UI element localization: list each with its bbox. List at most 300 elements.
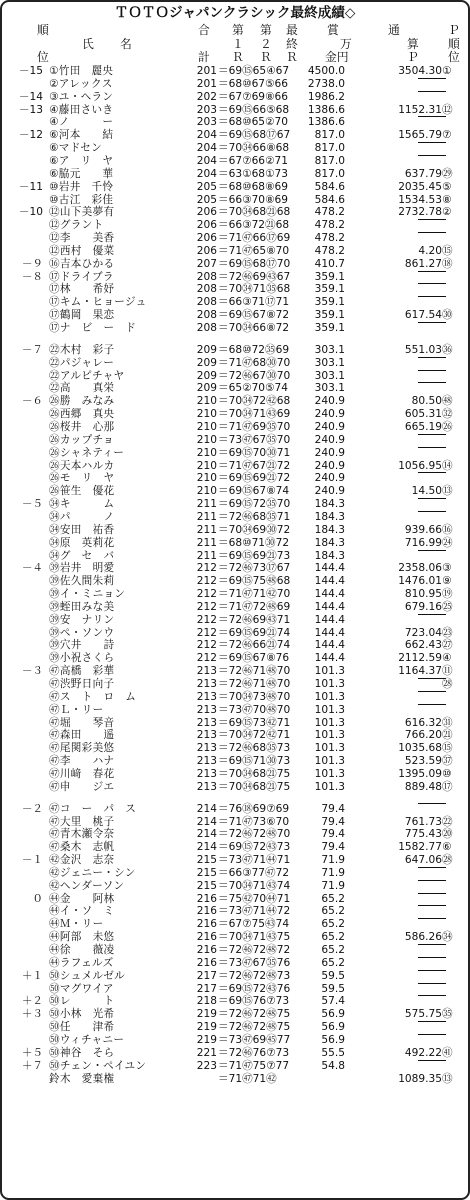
total-score: 212: [196, 626, 217, 639]
season-points: 723.04: [404, 626, 442, 639]
player-name: 鈴木 愛棄権: [49, 1072, 115, 1085]
round-scores: ＝68⑩71㉚72: [218, 536, 290, 549]
season-points: 4.20: [418, 244, 442, 257]
rank-cell: －10: [18, 206, 43, 219]
no-points-dash: [418, 434, 446, 435]
round-scores: ＝68⑩67⑤66: [218, 77, 289, 90]
table-row: [2, 65, 468, 77]
prize-money: 65.2: [321, 956, 345, 969]
no-points-dash: [418, 142, 446, 143]
player-name: ⑫西村 優菜: [49, 244, 115, 257]
player-name: ㉖シャネティー: [49, 446, 125, 459]
no-points-dash: [418, 370, 446, 371]
player-name: ㊼コ ー パ ス: [49, 802, 137, 815]
total-score: 207: [196, 257, 217, 270]
player-name: ㊼川﨑 春花: [49, 767, 115, 780]
header-label: 順: [448, 37, 460, 51]
table-row: [2, 562, 468, 574]
header-label: 位: [448, 50, 460, 64]
table-row: [2, 768, 468, 780]
prize-money: 184.3: [314, 549, 345, 562]
no-points-dash: [418, 905, 446, 906]
table-row: [2, 841, 468, 853]
round-scores: ＝70㉞71㊸69: [218, 408, 291, 421]
header-label: Ｒ: [260, 50, 272, 64]
table-row: [2, 1060, 468, 1072]
points-rank: ㉓: [442, 626, 453, 639]
prize-money: 57.4: [321, 995, 345, 1008]
total-score: 213: [196, 729, 217, 742]
table-row: [2, 296, 468, 308]
prize-money: 240.9: [314, 472, 345, 485]
prize-money: 240.9: [314, 485, 345, 498]
prize-money: 817.0: [314, 154, 345, 167]
table-row: [2, 781, 468, 793]
points-rank: ⑧: [442, 193, 452, 206]
prize-money: 2738.0: [307, 77, 345, 90]
no-points-dash: [418, 296, 446, 297]
round-scores: ＝71㊼75⑦77: [218, 1059, 290, 1072]
player-name: ㉒アルピチャヤ: [49, 369, 125, 382]
round-scores: ＝73㊼71㊹72: [218, 905, 291, 918]
points-rank: ⑬: [442, 485, 453, 498]
season-points: 575.75: [404, 1008, 442, 1021]
table-row: [2, 995, 468, 1007]
no-points-dash: [418, 322, 446, 323]
round-scores: ＝72㊻71㊽70: [218, 678, 291, 690]
round-scores: ＝72㊻68㉟71: [218, 510, 291, 523]
rank-cell: －６: [21, 395, 43, 408]
prize-money: 184.3: [314, 510, 345, 523]
season-points: 939.66: [404, 523, 442, 536]
prize-money: 478.2: [314, 206, 345, 219]
points-rank: ㉘: [442, 854, 453, 866]
prize-money: 55.5: [321, 1046, 345, 1059]
table-row: [2, 665, 468, 677]
table-row: [2, 1073, 468, 1085]
table-row: [2, 970, 468, 982]
points-rank: ①: [442, 65, 452, 77]
total-score: 216: [196, 944, 217, 956]
player-name: ⑩古江 彩佳: [49, 193, 114, 206]
table-row: [2, 498, 468, 510]
round-scores: ＝68⑩72㉟69: [218, 343, 290, 356]
header-label: 合: [198, 23, 210, 37]
no-points-dash: [418, 283, 446, 284]
round-scores: ＝71㊼69㉟70: [218, 421, 291, 433]
table-row: [2, 472, 468, 484]
player-name: ㉖笹生 優花: [49, 485, 115, 498]
round-scores: ＝72㊻67㉚70: [218, 369, 291, 382]
header-label: 終: [286, 37, 298, 51]
total-score: 212: [196, 588, 217, 600]
no-points-dash: [418, 91, 446, 92]
table-row: [2, 370, 468, 382]
header-label: 万: [340, 37, 352, 51]
header-label: 氏: [82, 37, 94, 51]
total-score: 202: [196, 90, 217, 103]
round-scores: ＝69⑮76⑦73: [218, 995, 290, 1008]
round-scores: ＝72㊻66㉑74: [218, 639, 291, 652]
prize-money: 240.9: [314, 446, 345, 459]
table-row: [2, 271, 468, 283]
no-points-dash: [418, 893, 446, 894]
table-row: [2, 322, 468, 334]
points-rank: ⑰: [442, 780, 453, 793]
points-rank: ⑱: [442, 257, 453, 270]
season-points: 766.20: [404, 729, 442, 742]
round-scores: ＝72㊻71㊽70: [218, 665, 291, 678]
round-scores: ＝70㉞66⑧68: [218, 142, 290, 155]
header-label: 第: [260, 23, 272, 37]
no-points-dash: [418, 155, 446, 156]
points-rank: ④: [442, 652, 452, 665]
total-score: 223: [196, 1059, 217, 1072]
season-points: 616.32: [404, 716, 442, 729]
player-name: ㊷ジェニー・シン: [49, 866, 136, 879]
header-label: 賞: [327, 23, 339, 37]
header-label: 順: [37, 23, 49, 37]
player-name: ㊿ウィチャニー: [49, 1033, 125, 1046]
player-name: ㉖勝 みなみ: [49, 395, 115, 408]
season-points: 605.31: [404, 408, 442, 421]
table-row: [2, 893, 468, 905]
prize-money: 240.9: [314, 433, 345, 446]
no-points-dash: [418, 271, 446, 272]
player-name: ㊼渋野日向子: [49, 678, 115, 690]
round-scores: ＝72㊻68㉟73: [218, 742, 291, 755]
no-points-dash: [418, 550, 446, 551]
prize-money: 144.4: [314, 613, 345, 626]
player-name: ㉞パ ノ: [49, 510, 115, 523]
prize-money: 79.4: [321, 828, 345, 841]
rank-cell: ＋５: [21, 1046, 43, 1059]
player-name: ㊹イ・ソ ミ: [49, 905, 115, 918]
round-scores: ＝63①68①73: [218, 167, 289, 180]
total-score: 204: [196, 142, 217, 155]
player-name: ⑰林 希妤: [49, 283, 115, 296]
season-points: 551.03: [404, 343, 442, 356]
table-row: [2, 678, 468, 690]
prize-money: 4500.0: [307, 65, 345, 77]
header-label: ２: [260, 37, 272, 51]
no-points-dash: [418, 803, 446, 804]
points-rank: ㊶: [442, 1046, 453, 1059]
total-score: 213: [196, 742, 217, 755]
player-name: ⑥マドセン: [49, 142, 103, 155]
round-scores: ＝66③70⑧69: [218, 193, 289, 206]
prize-money: 144.4: [314, 562, 345, 575]
table-row: [2, 704, 468, 716]
player-name: ㉞安田 祐香: [49, 523, 115, 536]
total-score: 209: [196, 382, 217, 395]
round-scores: ＝71㊼73⑥70: [218, 815, 290, 828]
table-row: [2, 575, 468, 587]
total-score: 213: [196, 755, 217, 768]
points-rank: ⑮: [442, 244, 453, 257]
season-points: 761.73: [404, 815, 442, 828]
table-row: [2, 639, 468, 651]
no-points-dash: [418, 472, 446, 473]
prize-money: 101.3: [314, 780, 345, 793]
rank-cell: －12: [18, 129, 43, 142]
player-name: ㊴佐久間朱莉: [49, 575, 115, 588]
prize-money: 71.9: [321, 854, 345, 866]
table-row: [2, 434, 468, 446]
total-score: 210: [196, 472, 217, 485]
points-rank: ㉚: [442, 309, 453, 322]
table-row: [2, 729, 468, 741]
total-score: 210: [196, 433, 217, 446]
table-row: [2, 344, 468, 356]
total-score: 215: [196, 866, 217, 879]
round-scores: ＝70㉞68㉑68: [218, 206, 291, 219]
points-rank: ㉘: [442, 678, 453, 690]
table-row: [2, 245, 468, 257]
player-name: ㊴イ・ミニョン: [49, 588, 126, 600]
season-points: 1395.09: [398, 767, 442, 780]
total-score: 209: [196, 356, 217, 369]
rank-cell: －15: [18, 65, 43, 77]
player-name: ㊼大里 桃子: [49, 815, 115, 828]
prize-money: 478.2: [314, 219, 345, 232]
prize-money: 79.4: [321, 841, 345, 854]
total-score: 204: [196, 129, 217, 142]
table-row: [2, 168, 468, 180]
no-points-dash: [418, 498, 446, 499]
prize-money: 101.3: [314, 716, 345, 729]
player-name: ㊿チェン・ペイユン: [49, 1059, 147, 1072]
total-score: 218: [196, 995, 217, 1008]
table-row: [2, 395, 468, 407]
total-score: 210: [196, 459, 217, 472]
player-name: ㊿シュメルゼル: [49, 969, 126, 982]
round-scores: ＝69⑮73㊷71: [218, 716, 291, 729]
rank-cell: －７: [21, 343, 43, 356]
points-rank: ㉜: [442, 408, 453, 421]
total-score: 213: [196, 703, 217, 716]
rank-cell: －１: [21, 854, 43, 866]
points-rank: ⑮: [442, 742, 453, 755]
no-points-dash: [418, 116, 446, 117]
total-score: 217: [196, 969, 217, 982]
player-name: ㊼桑木 志帆: [49, 841, 115, 854]
player-name: ㉖モ リ ヤ: [49, 472, 115, 485]
player-name: ㊿任 津希: [49, 1021, 115, 1034]
points-rank: ⑦: [442, 129, 452, 142]
round-scores: ＝72㊻72㊽70: [218, 828, 291, 841]
prize-money: 101.3: [314, 665, 345, 678]
total-score: 216: [196, 956, 217, 969]
total-score: 213: [196, 678, 217, 690]
table-row: [2, 524, 468, 536]
round-scores: ＝70㉞72㊷71: [218, 729, 291, 742]
points-rank: ㊱: [442, 343, 453, 356]
prize-money: 71.9: [321, 879, 345, 892]
total-score: 214: [196, 802, 217, 815]
prize-money: 303.1: [314, 382, 345, 395]
player-name: ⑩岩井 千怜: [49, 180, 114, 193]
total-score: 213: [196, 665, 217, 678]
total-score: 201: [196, 77, 217, 90]
points-rank: ㉞: [442, 931, 453, 944]
rank-cell: －９: [21, 257, 43, 270]
round-scores: ＝76⑱69⑦69: [218, 802, 290, 815]
prize-money: 359.1: [314, 322, 345, 334]
header-label: Ｒ: [232, 50, 244, 64]
points-rank: ⑯: [442, 523, 453, 536]
prize-money: 584.6: [314, 180, 345, 193]
points-rank: ㊲: [442, 755, 453, 768]
total-score: 209: [196, 369, 217, 382]
table-row: [2, 309, 468, 321]
table-row: [2, 918, 468, 930]
prize-money: 79.4: [321, 815, 345, 828]
round-scores: ＝71㊼66⑰69: [218, 232, 291, 244]
total-score: 209: [196, 343, 217, 356]
player-name: ⑰ナ ビ ー ド: [49, 322, 137, 334]
no-points-dash: [418, 614, 446, 615]
prize-money: 54.8: [321, 1059, 345, 1072]
table-row: [2, 588, 468, 600]
prize-money: 303.1: [314, 356, 345, 369]
season-points: 679.16: [404, 600, 442, 613]
player-name: ㊿小林 光希: [49, 1008, 115, 1021]
total-score: 212: [196, 600, 217, 613]
table-row: [2, 816, 468, 828]
round-scores: ＝75㊷70㊹71: [218, 892, 291, 905]
season-points: 716.99: [404, 536, 442, 549]
season-points: 1056.95: [398, 459, 442, 472]
round-scores: ＝71㊼71㊷70: [218, 588, 291, 600]
round-scores: ＝70㉞73㊽70: [218, 690, 291, 703]
total-score: 204: [196, 154, 217, 167]
player-name: ⑫山下美夢有: [49, 206, 115, 219]
round-scores: ＝69⑮69㉑73: [218, 549, 291, 562]
rank-cell: ＋２: [21, 995, 43, 1008]
rank-cell: －５: [21, 498, 43, 511]
season-points: 647.06: [404, 854, 442, 866]
total-score: 206: [196, 219, 217, 232]
table-row: [2, 717, 468, 729]
prize-money: 144.4: [314, 575, 345, 588]
season-points: 665.19: [404, 421, 442, 433]
table-row: [2, 485, 468, 497]
season-points: 810.95: [404, 588, 442, 600]
player-name: ④藤田さいき: [49, 103, 114, 116]
points-rank: ③: [442, 562, 452, 575]
no-points-dash: [418, 232, 446, 233]
total-score: 210: [196, 485, 217, 498]
table-row: [2, 382, 468, 394]
total-score: 211: [196, 549, 217, 562]
table-row: [2, 91, 468, 103]
no-points-dash: [418, 880, 446, 881]
no-points-dash: [418, 944, 446, 945]
prize-money: 101.3: [314, 742, 345, 755]
no-points-dash: [418, 1060, 446, 1061]
total-score: 216: [196, 918, 217, 931]
header-label: 名: [120, 37, 132, 51]
total-score: 219: [196, 1021, 217, 1034]
table-row: [2, 181, 468, 193]
player-name: ㊼李 ハナ: [49, 755, 115, 768]
round-scores: ＝73㊼67㉟76: [218, 956, 291, 969]
table-row: [2, 755, 468, 767]
points-rank: ㉙: [442, 167, 453, 180]
player-name: ⑫李 美香: [49, 232, 115, 244]
total-score: 214: [196, 815, 217, 828]
points-rank: ⑩: [442, 767, 452, 780]
round-scores: ＝69⑮67⑧72: [218, 309, 290, 322]
prize-money: 101.3: [314, 729, 345, 742]
total-score: 211: [196, 510, 217, 523]
season-points: 1476.01: [398, 575, 442, 588]
round-scores: ＝69⑮71㉚73: [218, 755, 291, 768]
table-row: [2, 194, 468, 206]
prize-money: 240.9: [314, 395, 345, 408]
total-score: 211: [196, 536, 217, 549]
total-score: 212: [196, 613, 217, 626]
round-scores: ＝72㊻69㊸67: [218, 270, 291, 283]
round-scores: ＝70㉞71㊸75: [218, 931, 291, 944]
points-rank: ⑨: [442, 575, 452, 588]
table-row: [2, 357, 468, 369]
player-name: ⑫グラント: [49, 219, 104, 232]
prize-money: 144.4: [314, 588, 345, 600]
table-row: [2, 803, 468, 815]
season-points: 861.27: [404, 257, 442, 270]
round-scores: ＝72㊻76⑦73: [218, 1046, 290, 1059]
table-row: [2, 828, 468, 840]
total-score: 217: [196, 982, 217, 995]
rank-cell: －２: [21, 802, 43, 815]
table-row: [2, 867, 468, 879]
points-rank: ⑪: [442, 665, 453, 678]
table-row: [2, 652, 468, 664]
player-name: ㉖カップチョ: [49, 433, 114, 446]
table-row: [2, 421, 468, 433]
prize-money: 144.4: [314, 626, 345, 639]
player-name: ⑥ア リ ヤ: [49, 154, 114, 167]
no-points-dash: [418, 867, 446, 868]
table-row: [2, 691, 468, 703]
points-rank: ⑥: [442, 841, 452, 854]
player-name: ㊴小祝さくら: [49, 652, 115, 665]
table-row: [2, 447, 468, 459]
total-score: 208: [196, 270, 217, 283]
table-row: [2, 116, 468, 128]
no-points-dash: [418, 1034, 446, 1035]
total-score: 208: [196, 309, 217, 322]
total-score: 206: [196, 244, 217, 257]
round-scores: ＝73㊼67㉟70: [218, 433, 291, 446]
prize-money: 359.1: [314, 309, 345, 322]
total-score: 210: [196, 446, 217, 459]
season-points: 1152.31: [398, 103, 442, 116]
total-score: 212: [196, 575, 217, 588]
player-name: ⑰ドライブラ: [49, 270, 114, 283]
total-score: 213: [196, 690, 217, 703]
total-score: 204: [196, 167, 217, 180]
table-row: [2, 537, 468, 549]
prize-money: 65.2: [321, 905, 345, 918]
round-scores: ＝70㉞71㉟68: [218, 283, 291, 296]
total-score: 212: [196, 562, 217, 575]
round-scores: ＝70㉞68㉑75: [218, 767, 291, 780]
points-rank: ⑲: [442, 588, 453, 600]
round-scores: ＝70㉞66⑧72: [218, 322, 290, 334]
